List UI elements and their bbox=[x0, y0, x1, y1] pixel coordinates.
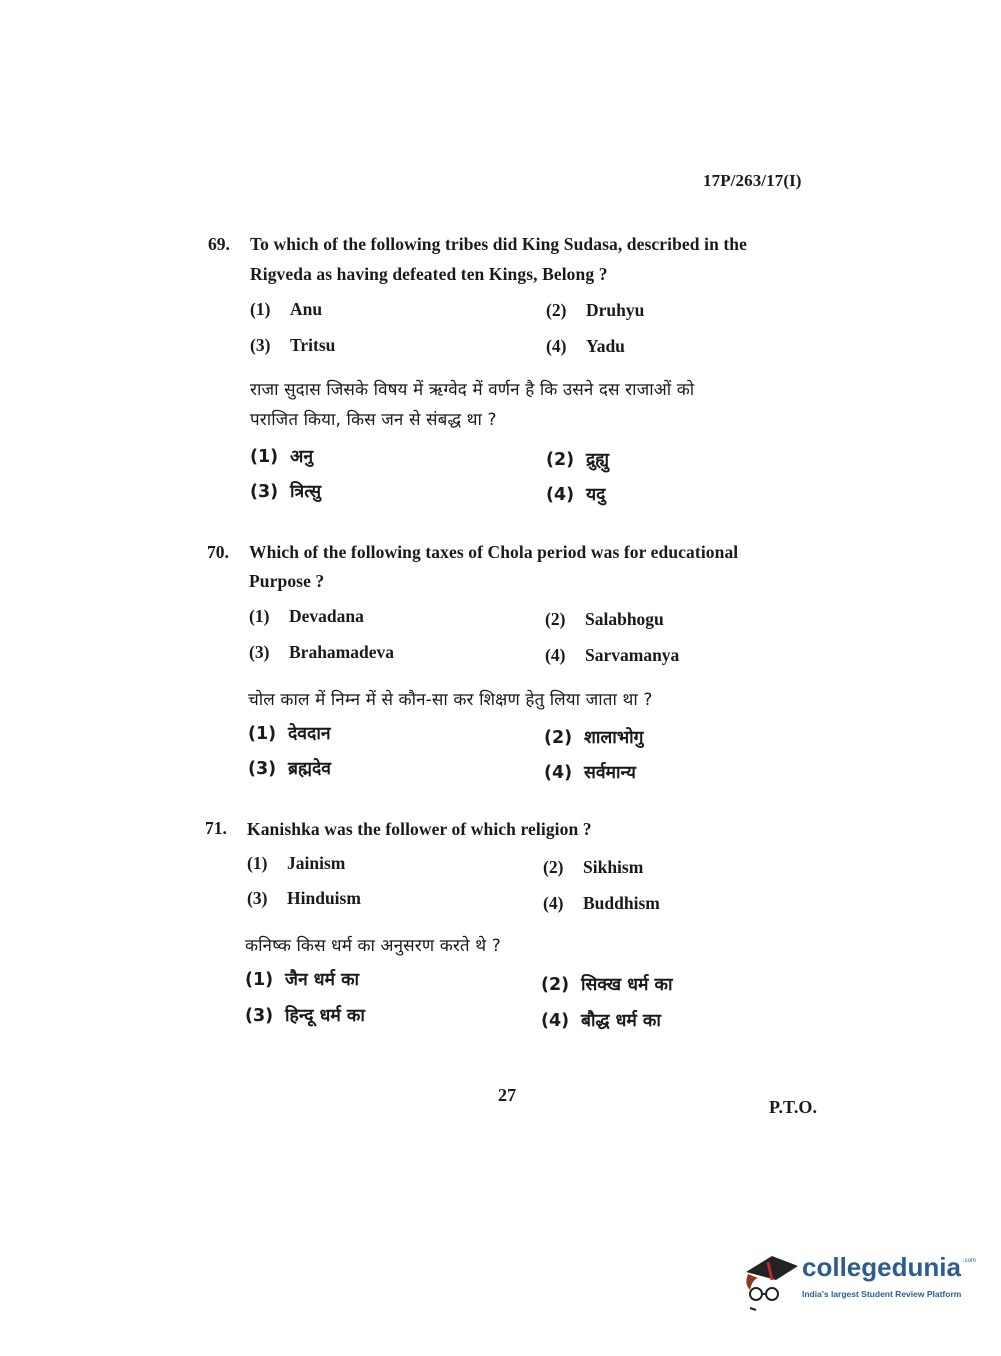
option-2-hindi bbox=[546, 450, 609, 471]
option-2 bbox=[546, 300, 644, 321]
option-3 bbox=[249, 642, 394, 663]
option-4-hindi bbox=[544, 763, 636, 784]
option-label: (4) bbox=[543, 893, 564, 913]
question-number: 71. bbox=[205, 818, 227, 838]
option-label: (4) bbox=[544, 763, 573, 783]
option-label: (3) bbox=[249, 642, 270, 662]
option-4 bbox=[545, 645, 679, 666]
option-4 bbox=[546, 336, 625, 357]
option-text: शालाभोगु bbox=[584, 728, 644, 748]
option-label: (3) bbox=[250, 482, 279, 502]
option-2 bbox=[545, 609, 664, 630]
option-label: (2) bbox=[546, 450, 575, 470]
option-text: Druhyu bbox=[586, 300, 645, 320]
question-number: 69. bbox=[208, 234, 230, 254]
option-1-hindi bbox=[250, 447, 313, 468]
option-label: (1) bbox=[250, 447, 279, 467]
question-text: To which of the following tribes did King Sudasa, described in the bbox=[250, 234, 748, 254]
option-text: त्रित्सु bbox=[290, 482, 322, 502]
option-text: यदु bbox=[586, 485, 606, 505]
option-text: Anu bbox=[290, 299, 323, 319]
option-3-hindi bbox=[250, 482, 321, 503]
option-3-hindi bbox=[248, 759, 331, 780]
pto-label: P.T.O. bbox=[769, 1097, 818, 1117]
option-text: ब्रह्मदेव bbox=[288, 759, 332, 779]
option-label: (1) bbox=[250, 299, 271, 319]
option-label: (1) bbox=[247, 853, 268, 873]
option-text: Tritsu bbox=[290, 335, 336, 355]
collegedunia-logo bbox=[742, 1250, 992, 1312]
option-label: (2) bbox=[543, 857, 564, 877]
option-label: (1) bbox=[248, 724, 277, 744]
page-number: 27 bbox=[498, 1085, 517, 1105]
option-text: Salabhogu bbox=[585, 609, 664, 629]
paper-code: 17P/263/17(I) bbox=[703, 171, 802, 190]
question-text-hindi: चोल काल में निम्न में से कौन-सा कर शिक्षण हेतु लिया जाता था ? bbox=[248, 690, 653, 710]
option-2-hindi bbox=[541, 975, 673, 996]
option-4 bbox=[543, 893, 660, 914]
question-text-hindi: राजा सुदास जिसके विषय में ऋग्वेद में वर्णन है कि उसने दस राजाओं को bbox=[250, 380, 695, 400]
option-text: Yadu bbox=[586, 336, 625, 356]
option-text: अनु bbox=[290, 447, 314, 467]
option-label: (2) bbox=[546, 300, 567, 320]
option-2-hindi bbox=[544, 728, 644, 749]
question-text: Purpose ? bbox=[249, 571, 325, 591]
mascot-icon bbox=[742, 1250, 802, 1312]
option-label: (2) bbox=[545, 609, 566, 629]
option-1 bbox=[247, 853, 345, 874]
option-3 bbox=[250, 335, 335, 356]
brand-row bbox=[802, 1254, 976, 1280]
question-text: Which of the following taxes of Chola period was for educational bbox=[249, 542, 739, 562]
option-label: (3) bbox=[247, 888, 268, 908]
option-3-hindi bbox=[245, 1006, 365, 1027]
option-text: Sarvamanya bbox=[585, 645, 680, 665]
option-label: (4) bbox=[541, 1011, 570, 1031]
option-text: Brahamadeva bbox=[289, 642, 394, 662]
question-number: 70. bbox=[207, 542, 229, 562]
option-3 bbox=[247, 888, 361, 909]
question-text: Kanishka was the follower of which religion ? bbox=[247, 819, 592, 839]
option-text: Buddhism bbox=[583, 893, 660, 913]
option-text: Devadana bbox=[289, 606, 364, 626]
option-text: Jainism bbox=[287, 853, 346, 873]
option-label: (1) bbox=[245, 970, 274, 990]
option-label: (3) bbox=[245, 1006, 274, 1026]
question-text: Rigveda as having defeated ten Kings, Belong ? bbox=[250, 264, 608, 284]
option-text: सर्वमान्य bbox=[584, 763, 636, 783]
option-text: देवदान bbox=[288, 724, 331, 744]
option-1 bbox=[249, 606, 364, 627]
option-text: सिक्ख धर्म का bbox=[581, 975, 673, 995]
option-label: (1) bbox=[249, 606, 270, 626]
option-label: (3) bbox=[250, 335, 271, 355]
option-label: (4) bbox=[546, 485, 575, 505]
option-2 bbox=[543, 857, 643, 878]
brand-suffix: .com bbox=[962, 1258, 976, 1264]
question-text-hindi: कनिष्क किस धर्म का अनुसरण करते थे ? bbox=[245, 936, 501, 956]
option-label: (4) bbox=[546, 336, 567, 356]
option-4-hindi bbox=[546, 485, 605, 506]
option-label: (2) bbox=[544, 728, 573, 748]
option-text: Sikhism bbox=[583, 857, 644, 877]
option-text: जैन धर्म का bbox=[285, 970, 360, 990]
brand-tagline: India's largest Student Review Platform bbox=[802, 1289, 962, 1299]
brand-name: collegedunia bbox=[802, 1252, 961, 1282]
option-label: (2) bbox=[541, 975, 570, 995]
option-label: (4) bbox=[545, 645, 566, 665]
option-1-hindi bbox=[248, 724, 331, 745]
option-text: बौद्ध धर्म का bbox=[581, 1011, 661, 1031]
option-1-hindi bbox=[245, 970, 359, 991]
option-1 bbox=[250, 299, 322, 320]
option-text: हिन्दू धर्म का bbox=[285, 1006, 365, 1026]
option-label: (3) bbox=[248, 759, 277, 779]
option-text: द्रुह्यु bbox=[586, 450, 610, 470]
option-4-hindi bbox=[541, 1011, 661, 1032]
option-text: Hinduism bbox=[287, 888, 361, 908]
question-text-hindi: पराजित किया, किस जन से संबद्ध था ? bbox=[250, 410, 497, 430]
